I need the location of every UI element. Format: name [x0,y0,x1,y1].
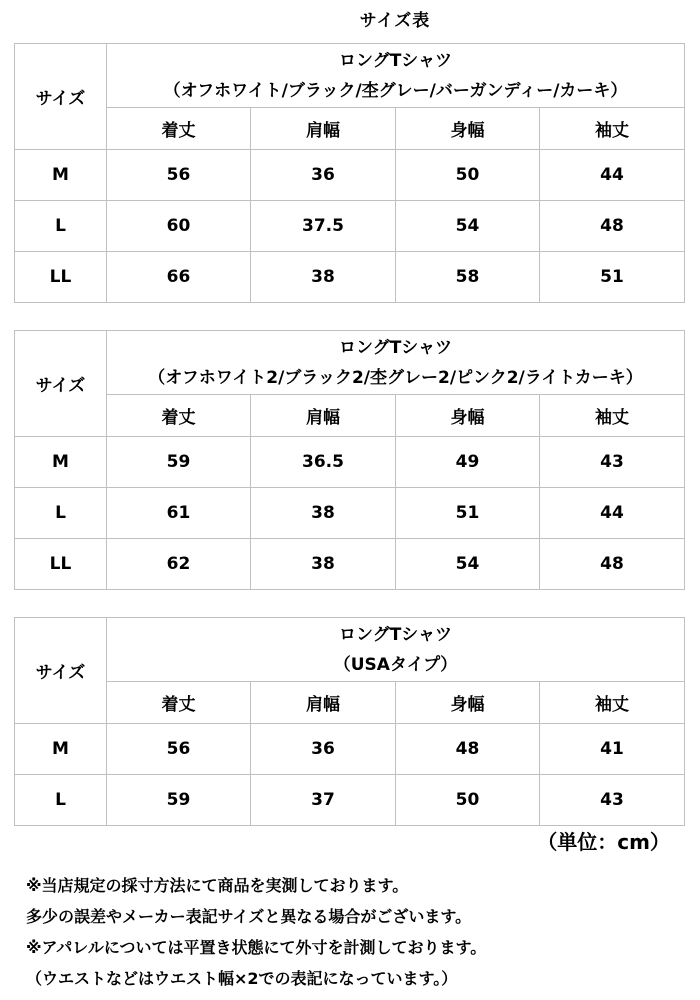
size-label: L [15,201,107,252]
product-colors: （オフホワイト2/ブラック2/杢グレー2/ピンク2/ライトカーキ） [148,367,643,388]
size-label: L [15,488,107,539]
size-column-header: サイズ [15,44,107,150]
table-cell: 38 [251,488,396,539]
size-table-3 [14,617,685,826]
table-cell: 36 [251,724,396,775]
product-name-cell [107,618,685,682]
table-row [15,201,685,252]
table-row [15,539,685,590]
table-cell: 38 [251,539,396,590]
column-header-chest: 身幅 [396,682,540,724]
size-column-header: サイズ [15,618,107,724]
table-cell: 37 [251,775,396,826]
table-cell: 49 [396,437,540,488]
table-cell: 61 [107,488,251,539]
table-row [15,775,685,826]
size-column-header: サイズ [15,331,107,437]
column-header-shoulder: 肩幅 [251,108,396,150]
size-label: L [15,775,107,826]
table-cell: 50 [396,775,540,826]
note-line: ※アパレルについては平置き状態にて外寸を計測しております。 [26,938,487,957]
table-cell: 36.5 [251,437,396,488]
table-row [15,252,685,303]
product-name: ロングTシャツ [339,337,452,358]
product-name-cell [107,44,685,108]
table-row [15,724,685,775]
note-line: ※当店規定の採寸方法にて商品を実測しております。 [26,876,409,895]
size-label: LL [15,539,107,590]
table-cell: 43 [540,437,685,488]
table-row [15,150,685,201]
table-row [15,488,685,539]
table-cell: 43 [540,775,685,826]
column-header-sleeve: 袖丈 [540,682,685,724]
size-label: M [15,150,107,201]
table-row [15,437,685,488]
product-name-cell [107,331,685,395]
page-title: サイズ表 [359,11,431,31]
note-line: （ウエストなどはウエスト幅×2での表記になっています。） [26,969,458,988]
table-cell: 48 [540,201,685,252]
product-colors: （オフホワイト/ブラック/杢グレー/バーガンディー/カーキ） [163,80,628,101]
table-cell: 59 [107,437,251,488]
table-cell: 51 [396,488,540,539]
size-table-2 [14,330,685,590]
size-table-1 [14,43,685,303]
column-header-length: 着丈 [107,395,251,437]
column-header-shoulder: 肩幅 [251,395,396,437]
table-cell: 48 [396,724,540,775]
unit-label: （単位：cm） [537,830,670,854]
size-label: LL [15,252,107,303]
note-line: 多少の誤差やメーカー表記サイズと異なる場合がございます。 [26,907,472,926]
product-name: ロングTシャツ [339,50,452,71]
table-cell: 50 [396,150,540,201]
column-header-chest: 身幅 [396,108,540,150]
table-cell: 56 [107,724,251,775]
column-header-sleeve: 袖丈 [540,395,685,437]
table-cell: 41 [540,724,685,775]
notes [26,870,686,994]
table-cell: 59 [107,775,251,826]
product-name: ロングTシャツ [339,624,452,645]
table-cell: 44 [540,150,685,201]
table-cell: 66 [107,252,251,303]
size-label: M [15,724,107,775]
table-cell: 56 [107,150,251,201]
table-cell: 38 [251,252,396,303]
table-cell: 54 [396,539,540,590]
column-header-chest: 身幅 [396,395,540,437]
table-cell: 54 [396,201,540,252]
table-cell: 58 [396,252,540,303]
column-header-shoulder: 肩幅 [251,682,396,724]
column-header-sleeve: 袖丈 [540,108,685,150]
column-header-length: 着丈 [107,682,251,724]
size-label: M [15,437,107,488]
table-cell: 51 [540,252,685,303]
table-cell: 60 [107,201,251,252]
product-type: （USAタイプ） [333,654,458,675]
table-cell: 37.5 [251,201,396,252]
table-cell: 48 [540,539,685,590]
table-cell: 62 [107,539,251,590]
column-header-length: 着丈 [107,108,251,150]
table-cell: 44 [540,488,685,539]
table-cell: 36 [251,150,396,201]
